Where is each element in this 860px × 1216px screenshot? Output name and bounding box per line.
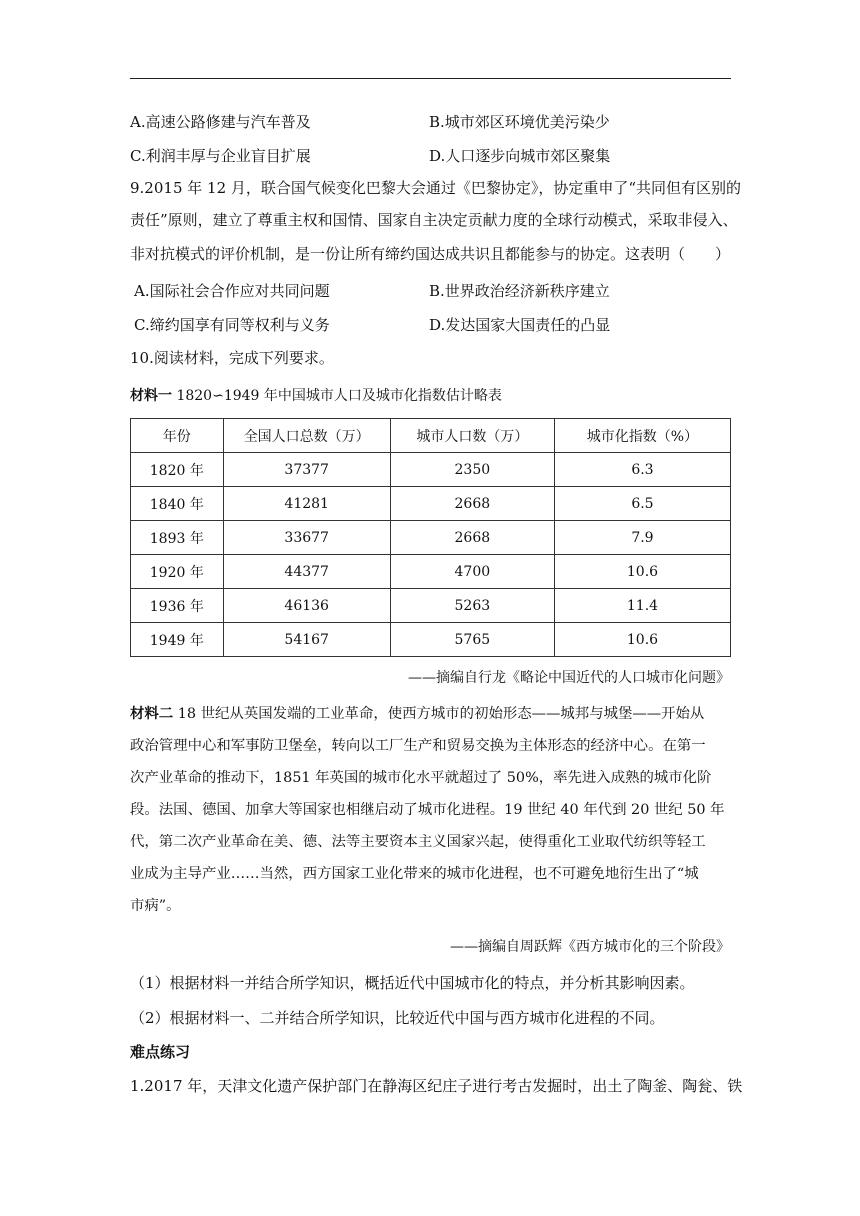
q9-option-d: D.发达国家大国责任的凸显: [429, 316, 611, 334]
table-cell: 1936 年: [131, 589, 224, 623]
table-cell: 1920 年: [131, 555, 224, 589]
table-cell: 46136: [223, 589, 390, 623]
material2-line-1: [130, 704, 731, 724]
table-row: [131, 487, 731, 521]
table-cell: 7.9: [554, 521, 730, 555]
q9-line-1: 9.2015 年 12 月，联合国气候变化巴黎大会通过《巴黎协定》，协定重申了“共同但有区别的: [130, 179, 742, 197]
material2-line-2: 政治管理中心和军事防卫堡垒，转向以工厂生产和贸易交换为主体形态的经济中心。在第一: [130, 738, 706, 754]
table-cell: 11.4: [554, 589, 730, 623]
table-row: [131, 623, 731, 657]
material2-label: 材料二: [130, 705, 174, 722]
material1-heading: [130, 386, 502, 406]
material1-title: 1820∽1949 年中国城市人口及城市化指数估计略表: [176, 388, 502, 404]
q10-subquestion-2: （2）根据材料一、二并结合所学知识，比较近代中国与西方城市化进程的不同。: [130, 1009, 665, 1027]
table-row: [131, 521, 731, 555]
table-cell: 1820 年: [131, 453, 224, 487]
material1-source: ——摘编自行龙《略论中国近代的人口城市化问题》: [408, 670, 730, 686]
q8-option-c: C.利润丰厚与企业盲目扩展: [130, 147, 311, 165]
section-title: 难点练习: [130, 1043, 191, 1061]
population-table: [130, 418, 731, 657]
table-header: 城市人口数（万）: [390, 419, 554, 453]
q8-option-b: B.城市郊区环境优美污染少: [429, 113, 610, 131]
table-cell: 10.6: [554, 623, 730, 657]
table-cell: 2668: [390, 521, 554, 555]
material2-line-5: 代，第二次产业革命在美、德、法等主要资本主义国家兴起，使得重化工业取代纺织等轻工: [130, 834, 706, 850]
q9-line-2: 责任”原则，建立了尊重主权和国情、国家自主决定贡献力度的全球行动模式，采取非侵入、: [130, 211, 738, 229]
table-cell: 6.3: [554, 453, 730, 487]
header-rule: [130, 78, 731, 79]
table-header: 全国人口总数（万）: [223, 419, 390, 453]
material1-label: 材料一: [130, 388, 172, 404]
q8-option-d: D.人口逐步向城市郊区聚集: [429, 147, 611, 165]
table-cell: 1949 年: [131, 623, 224, 657]
material2-line-7: 市病”。: [130, 898, 181, 914]
table-cell: 10.6: [554, 555, 730, 589]
table-header-row: [131, 419, 731, 453]
table-row: [131, 555, 731, 589]
q10-stem: 10.阅读材料，完成下列要求。: [130, 349, 334, 367]
table-cell: 41281: [223, 487, 390, 521]
table-cell: 44377: [223, 555, 390, 589]
table-cell: 4700: [390, 555, 554, 589]
material2-source: ——摘编自周跃辉《西方城市化的三个阶段》: [450, 939, 730, 955]
table-row: [131, 453, 731, 487]
table-cell: 37377: [223, 453, 390, 487]
material2-line-3: 次产业革命的推动下，1851 年英国的城市化水平就超过了 50%，率先进入成熟的城市化阶: [130, 770, 712, 786]
table-cell: 54167: [223, 623, 390, 657]
q8-option-a: A.高速公路修建与汽车普及: [130, 113, 311, 131]
material2-text: 18 世纪从英国发端的工业革命，使西方城市的初始形态——城邦与城堡——开始从: [177, 706, 705, 722]
table-cell: 6.5: [554, 487, 730, 521]
table-cell: 5263: [390, 589, 554, 623]
table-cell: 2350: [390, 453, 554, 487]
table-header: 城市化指数（%）: [554, 419, 730, 453]
next-question-line-1: 1.2017 年，天津文化遗产保护部门在静海区纪庄子进行考古发掘时，出土了陶釜、陶瓮、铁: [130, 1077, 743, 1095]
table-cell: 5765: [390, 623, 554, 657]
table-cell: 2668: [390, 487, 554, 521]
table-cell: 1893 年: [131, 521, 224, 555]
material2-line-6: 业成为主导产业……当然，西方国家工业化带来的城市化进程，也不可避免地衍生出了“城: [130, 866, 699, 882]
q9-option-c: C.缔约国享有同等权利与义务: [134, 316, 330, 334]
q9-option-b: B.世界政治经济新秩序建立: [429, 282, 610, 300]
table-row: [131, 589, 731, 623]
table-cell: 1840 年: [131, 487, 224, 521]
q9-line-3: 非对抗模式的评价机制，是一份让所有缔约国达成共识且都能参与的协定。这表明（ ）: [130, 245, 731, 263]
table-cell: 33677: [223, 521, 390, 555]
q10-subquestion-1: （1）根据材料一并结合所学知识，概括近代中国城市化的特点，并分析其影响因素。: [130, 974, 695, 992]
material2-line-4: 段。法国、德国、加拿大等国家也相继启动了城市化进程。19 世纪 40 年代到 20 世纪 50 年: [130, 802, 725, 818]
table-header: 年份: [131, 419, 224, 453]
q9-option-a: A.国际社会合作应对共同问题: [134, 282, 330, 300]
